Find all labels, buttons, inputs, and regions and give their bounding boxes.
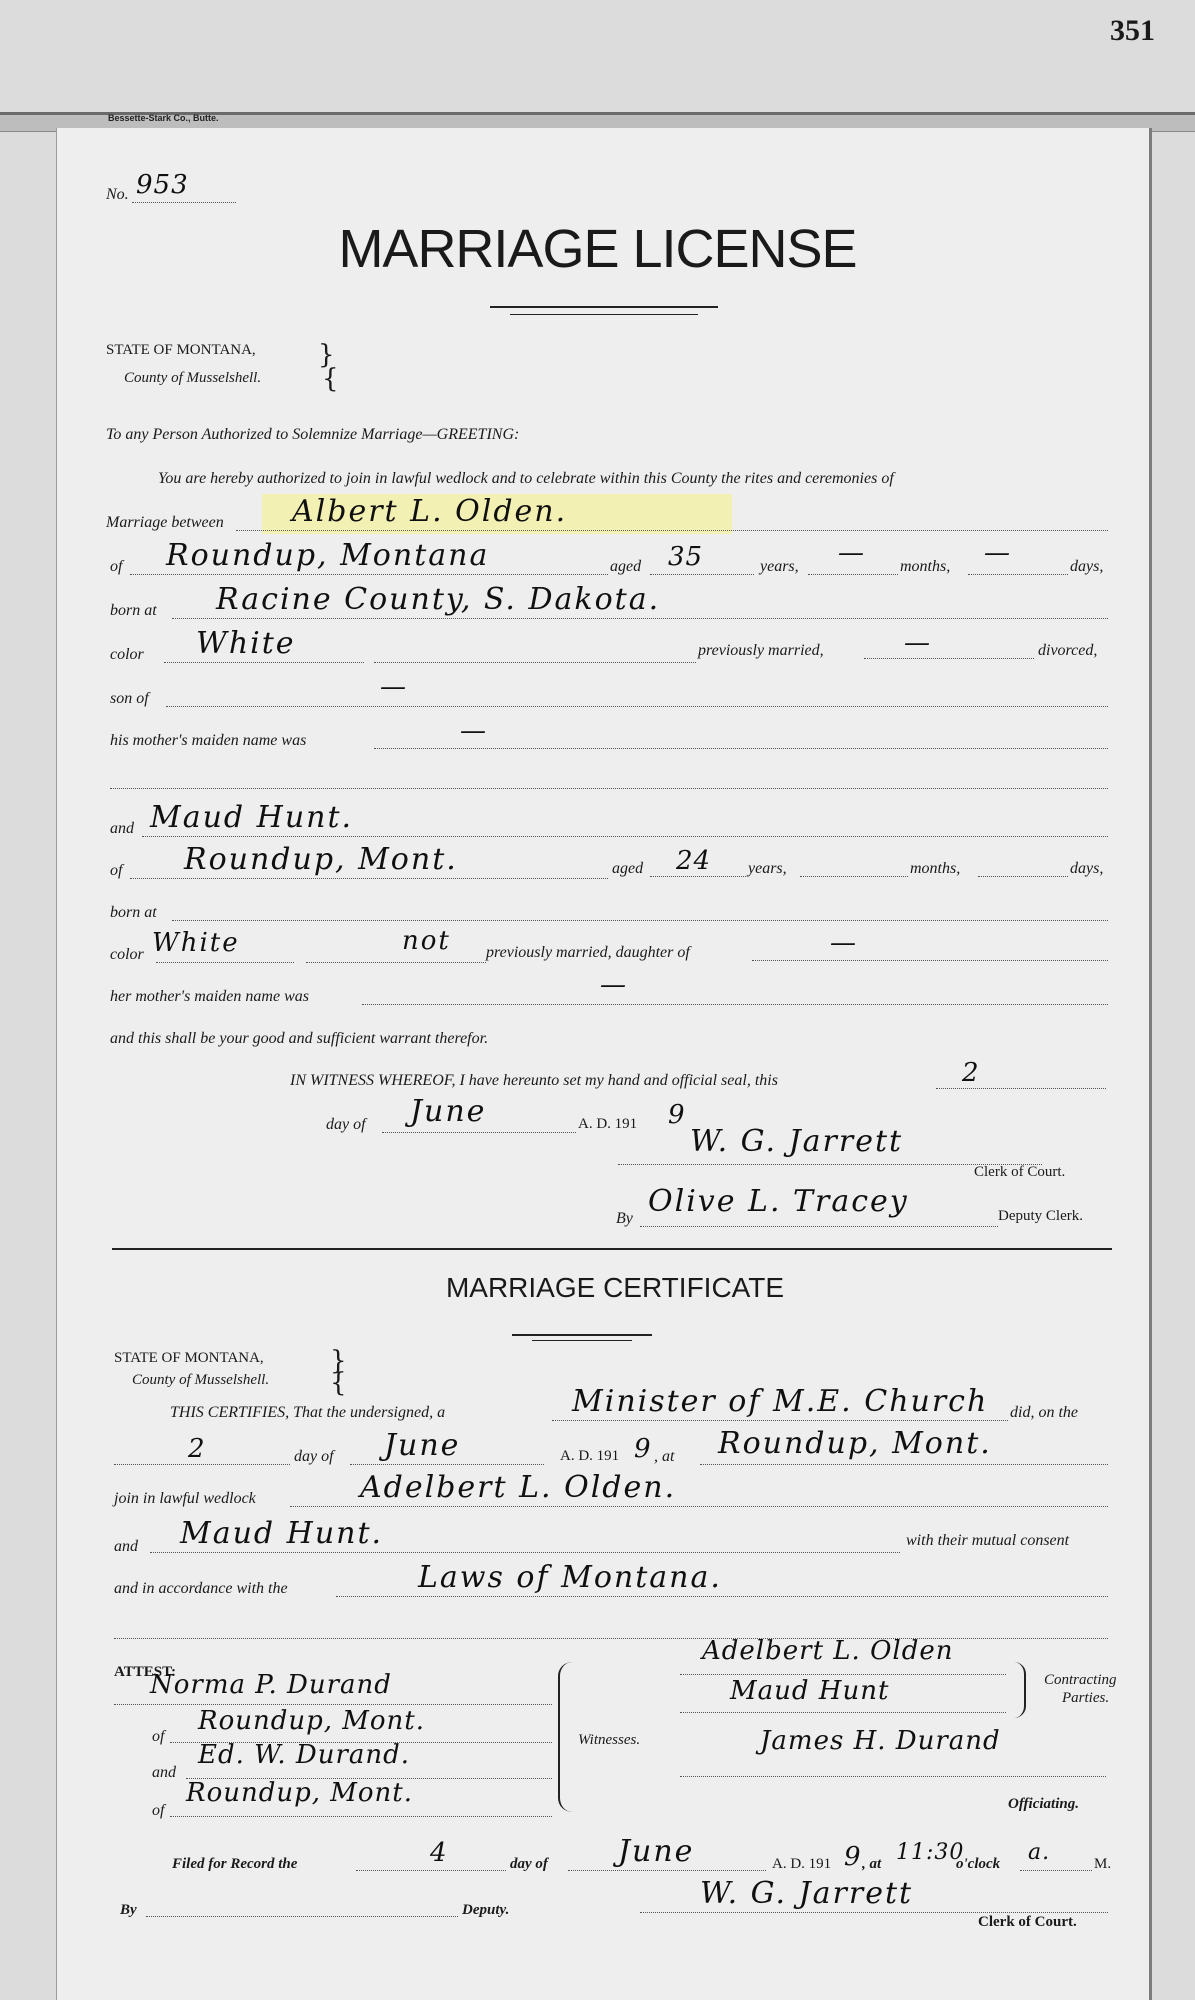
cert-laws-line <box>336 1596 1108 1597</box>
groom-months: — <box>838 538 865 568</box>
bride-not: not <box>402 926 451 956</box>
contracting-label: Contracting <box>1044 1672 1117 1688</box>
son-of-value: — <box>380 672 407 702</box>
cert-at-label: , at <box>654 1448 675 1465</box>
her-mother-value: — <box>600 970 627 1000</box>
cert-laws-line-2 <box>114 1638 1108 1639</box>
groom-prev-married-line <box>864 658 1034 659</box>
ad-label: A. D. 191 <box>578 1116 638 1132</box>
cert-day-line <box>114 1464 290 1465</box>
bride-age: 24 <box>676 846 712 876</box>
deputy-signature: Olive L. Tracey <box>648 1184 909 1219</box>
groom-previously-married-label: previously married, <box>698 642 824 659</box>
groom-months-label: months, <box>900 558 951 575</box>
filed-time: 11:30 <box>896 1840 965 1865</box>
state-brace: } <box>318 340 335 370</box>
bride-and-label: and <box>110 820 134 837</box>
cert-laws: Laws of Montana. <box>418 1560 722 1595</box>
title-underline-2 <box>510 314 698 315</box>
deputy-by-label: By <box>616 1210 633 1227</box>
her-mother-label: her mother's maiden name was <box>110 988 309 1005</box>
bride-birthplace-line <box>172 920 1108 921</box>
witness2-of-line <box>170 1816 552 1817</box>
witness2-name: Ed. W. Durand. <box>198 1740 411 1770</box>
did-on-label: did, on the <box>1010 1404 1078 1421</box>
groom-signature-line <box>680 1674 1006 1675</box>
his-mother-line <box>374 748 1108 749</box>
bride-name: Maud Hunt. <box>150 800 354 835</box>
day-of-label: day of <box>326 1116 366 1133</box>
cert-bride-line <box>150 1552 900 1553</box>
his-mother-value: — <box>460 716 487 746</box>
section-divider <box>112 1248 1112 1250</box>
witness2-of: Roundup, Mont. <box>186 1778 414 1808</box>
witness2-and-label: and <box>152 1764 176 1781</box>
daughter-of-value: — <box>830 928 857 958</box>
officiant-title: Minister of M.E. Church <box>572 1384 989 1419</box>
cert-state-brace: } <box>330 1346 347 1376</box>
witness-day: 2 <box>962 1058 980 1088</box>
page-number: 351 <box>1110 14 1155 47</box>
groom-birthplace: Racine County, S. Dakota. <box>216 582 661 617</box>
filed-by-label: By <box>120 1902 137 1918</box>
groom-born-at-label: born at <box>110 602 157 619</box>
groom-aged-label: aged <box>610 558 642 575</box>
contracting-brace <box>1010 1662 1026 1718</box>
groom-residence-line <box>130 574 608 575</box>
witnesses-brace <box>558 1662 574 1812</box>
groom-birthplace-line <box>172 618 1108 619</box>
cert-and-label: and <box>114 1538 138 1555</box>
license-number-line <box>132 202 236 203</box>
bride-signature: Maud Hunt <box>730 1676 890 1706</box>
officiating-label: Officiating. <box>1008 1796 1079 1812</box>
groom-residence: Roundup, Montana <box>166 538 490 573</box>
filed-month-line <box>568 1870 766 1871</box>
bride-months-line <box>800 876 908 877</box>
officiant-signature-line <box>680 1776 1106 1777</box>
cert-title-underline-2 <box>532 1340 632 1341</box>
certifies-label: THIS CERTIFIES, That the undersigned, a <box>170 1404 446 1421</box>
groom-years-label: years, <box>760 558 799 575</box>
cert-ad-label: A. D. 191 <box>560 1448 620 1464</box>
deputy-signature-line <box>640 1226 998 1227</box>
witness-day-line <box>936 1088 1106 1089</box>
cert-title-underline <box>512 1334 652 1336</box>
groom-days: — <box>984 538 1011 568</box>
officiant-title-line <box>552 1420 1008 1421</box>
cert-state: STATE OF MONTANA, <box>114 1350 264 1366</box>
license-number-value: 953 <box>136 170 189 200</box>
filed-day-line <box>356 1870 506 1871</box>
cert-groom: Adelbert L. Olden. <box>360 1470 677 1505</box>
bride-days-line <box>978 876 1068 877</box>
greeting: To any Person Authorized to Solemnize Marriage—GREETING: <box>106 426 520 443</box>
bride-residence: Roundup, Mont. <box>184 842 458 877</box>
certificate-title: MARRIAGE CERTIFICATE <box>445 1272 785 1303</box>
bride-aged-label: aged <box>612 860 644 877</box>
cert-day: 2 <box>188 1434 206 1464</box>
cert-place: Roundup, Mont. <box>718 1426 992 1461</box>
witness1-name-line <box>114 1704 552 1705</box>
groom-of-label: of <box>110 558 123 575</box>
accordance-label: and in accordance with the <box>114 1580 288 1597</box>
cert-county: County of Musselshell. <box>132 1372 270 1388</box>
witnesses-label: Witnesses. <box>578 1732 641 1748</box>
son-of-line <box>166 706 1108 707</box>
clerk-signature: W. G. Jarrett <box>690 1124 904 1159</box>
cert-bride: Maud Hunt. <box>180 1516 384 1551</box>
cert-month-line <box>350 1464 544 1465</box>
filed-ad-label: A. D. 191 <box>772 1856 832 1872</box>
license-county: County of Musselshell. <box>124 370 262 386</box>
filed-clerk-signature: W. G. Jarrett <box>700 1876 914 1911</box>
marriage-between-label: Marriage between <box>106 514 224 531</box>
filed-by-line <box>146 1916 458 1917</box>
witness-whereof: IN WITNESS WHEREOF, I have hereunto set my hand and official seal, this <box>290 1072 778 1089</box>
consent-label: with their mutual consent <box>906 1532 1070 1549</box>
bride-years-label: years, <box>748 860 787 877</box>
bride-of-label: of <box>110 862 123 879</box>
witness-month: June <box>410 1094 487 1129</box>
county-brace: { <box>322 364 339 394</box>
bride-not-line <box>306 962 486 963</box>
groom-name-line <box>236 530 1108 531</box>
filed-year: 9 <box>844 1842 862 1872</box>
groom-signature: Adelbert L. Olden <box>702 1636 954 1666</box>
groom-age-line <box>650 574 754 575</box>
his-mother-label: his mother's maiden name was <box>110 732 307 749</box>
filed-label: Filed for Record the <box>172 1856 298 1872</box>
filed-day-of-label: day of <box>510 1856 548 1872</box>
filed-clerk-label: Clerk of Court. <box>978 1914 1077 1930</box>
bride-months-label: months, <box>910 860 961 877</box>
filed-day: 4 <box>430 1838 448 1868</box>
officiant-signature: James H. Durand <box>760 1726 1001 1756</box>
groom-color: White <box>196 626 296 661</box>
filed-deputy-label: Deputy. <box>462 1902 510 1918</box>
bride-age-line <box>650 876 746 877</box>
warrant-text: and this shall be your good and sufficient warrant therefor. <box>110 1030 489 1047</box>
parties-label: Parties. <box>1062 1690 1110 1706</box>
m-label: M. <box>1094 1856 1112 1872</box>
oclock-label: o'clock <box>956 1856 1001 1872</box>
groom-age: 35 <box>668 542 704 572</box>
bride-prev-married-label: previously married, daughter of <box>486 944 690 961</box>
bride-color-label: color <box>110 946 144 963</box>
bride-days-label: days, <box>1070 860 1104 877</box>
intro-text: You are hereby authorized to join in lawful wedlock and to celebrate within this County the rites and ceremonies of <box>158 470 894 487</box>
her-mother-line <box>362 1004 1108 1005</box>
cert-place-line <box>700 1464 1108 1465</box>
groom-prev-married: — <box>904 628 931 658</box>
groom-color-line <box>164 662 364 663</box>
attest-label: ATTEST: <box>114 1664 176 1680</box>
witness2-of-label: of <box>152 1802 165 1819</box>
cert-groom-line <box>290 1506 1108 1507</box>
son-of-label: son of <box>110 690 149 707</box>
filed-month: June <box>618 1834 695 1869</box>
groom-blank-line <box>374 662 696 663</box>
bride-signature-line <box>680 1712 1006 1713</box>
witness1-of: Roundup, Mont. <box>198 1706 426 1736</box>
bride-color: White <box>152 928 240 958</box>
title-underline <box>490 306 718 308</box>
groom-days-label: days, <box>1070 558 1104 575</box>
clerk-label: Clerk of Court. <box>974 1164 1066 1180</box>
his-mother-line-2 <box>110 788 1108 789</box>
cert-month: June <box>384 1428 461 1463</box>
groom-name: Albert L. Olden. <box>292 494 568 529</box>
bride-name-line <box>142 836 1108 837</box>
groom-color-label: color <box>110 646 144 663</box>
filed-at-label: , at <box>862 1856 882 1872</box>
witness-month-line <box>382 1132 576 1133</box>
filed-ampm: a. <box>1028 1840 1051 1865</box>
groom-days-line <box>968 574 1068 575</box>
filed-ampm-line <box>1020 1870 1092 1871</box>
printer-imprint: Bessette-Stark Co., Butte. <box>108 113 219 123</box>
cert-year: 9 <box>634 1434 652 1464</box>
bride-color-line <box>156 962 294 963</box>
license-state: STATE OF MONTANA, <box>106 342 256 358</box>
join-label: join in lawful wedlock <box>114 1490 256 1507</box>
witness1-name: Norma P. Durand <box>150 1670 392 1700</box>
cert-county-brace: { <box>330 1368 347 1398</box>
cert-day-of-label: day of <box>294 1448 334 1465</box>
license-title: MARRIAGE LICENSE <box>338 219 857 279</box>
groom-months-line <box>808 574 898 575</box>
witness-year: 9 <box>668 1100 686 1130</box>
license-number-label: No. <box>106 186 129 203</box>
deputy-clerk-label: Deputy Clerk. <box>998 1208 1083 1224</box>
daughter-of-line <box>752 960 1108 961</box>
bride-born-at-label: born at <box>110 904 157 921</box>
filed-clerk-line <box>640 1912 1108 1913</box>
witness1-of-label: of <box>152 1728 165 1745</box>
groom-divorced-label: divorced, <box>1038 642 1098 659</box>
bride-residence-line <box>130 878 608 879</box>
